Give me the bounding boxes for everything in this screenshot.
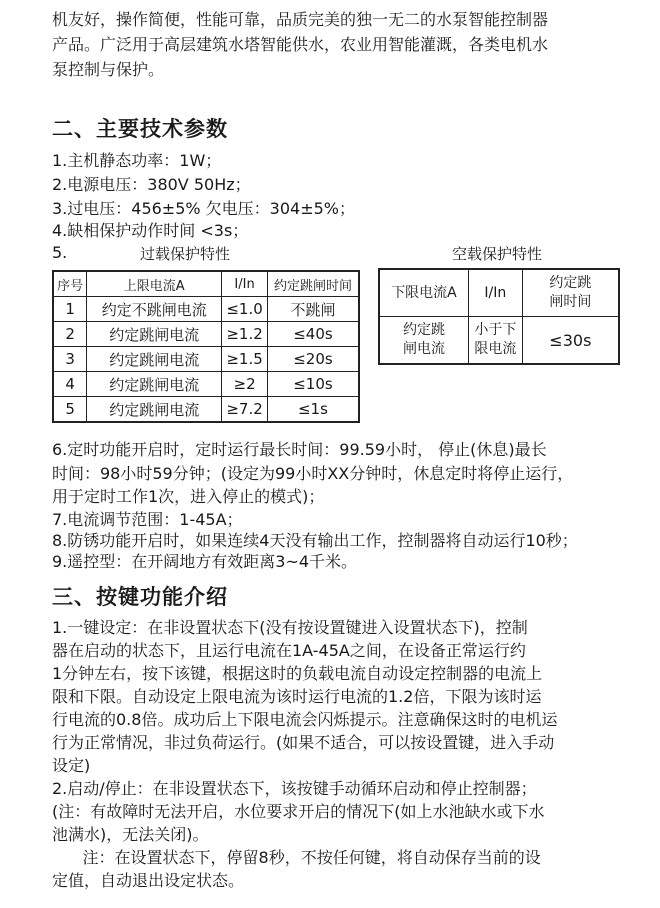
key-line-11: 注：在设置状态下，停留8秒，不按任何键，将自动保存当前的设 xyxy=(52,848,541,867)
cell-index: 4 xyxy=(53,372,87,397)
cell-current: 约定不跳闸电流 xyxy=(87,297,222,322)
noload-header-row xyxy=(379,269,619,317)
cell-current: 约定跳闸电流 xyxy=(87,397,222,423)
param-9: 9.遥控型：在开阔地方有效距离3~4千米。 xyxy=(52,552,358,571)
cell-index: 1 xyxy=(53,297,87,322)
param-6-line-3: 用于定时工作1次，进入停止的模式)； xyxy=(52,487,325,506)
table-row xyxy=(53,297,359,322)
param-4: 4.缺相保护动作时间 <3s； xyxy=(52,221,249,240)
intro-line-1: 机友好，操作简便，性能可靠，品质完美的独一无二的水泵智能控制器 xyxy=(52,10,549,29)
cell-index: 3 xyxy=(53,347,87,372)
cell-trip-time: ≤20s xyxy=(267,347,359,372)
cell-current-line-2: 闸电流 xyxy=(402,341,445,357)
cell-ratio: ≥2 xyxy=(222,372,268,397)
key-line-4: 限和下限。自动设定上限电流为该时运行电流的1.2倍，下限为该时运 xyxy=(52,687,542,706)
cell-ratio: ≤1.0 xyxy=(222,297,268,322)
key-line-12: 定值，自动退出设定状态。 xyxy=(52,871,245,890)
noload-caption: 空载保护特性 xyxy=(452,245,543,263)
overload-caption: 过载保护特性 xyxy=(140,245,231,263)
param-7: 7.电流调节范围：1-45A； xyxy=(52,510,243,529)
param-1: 1.主机静态功率：1W； xyxy=(52,151,222,170)
header-upper-current: 上限电流A xyxy=(87,271,222,297)
key-line-5: 行电流的0.8倍。成功后上下限电流会闪烁提示。注意确保这时的电机运 xyxy=(52,710,558,729)
cell-index: 5 xyxy=(53,397,87,423)
cell-trip-time: ≤10s xyxy=(267,372,359,397)
header-index: 序号 xyxy=(53,271,87,297)
table-row xyxy=(53,397,359,423)
key-line-8: 2.启动/停止：在非设置状态下，该按键手动循环启动和停止控制器； xyxy=(52,779,537,798)
header-ratio: I/In xyxy=(222,271,268,297)
overload-header-row xyxy=(53,271,359,297)
header-ratio: I/In xyxy=(468,269,522,317)
key-line-1: 1.一键设定：在非设置状态下(没有按设置键进入设置状态下)，控制 xyxy=(52,618,528,637)
cell-current-line-1: 约定跳 xyxy=(402,322,445,338)
param-2: 2.电源电压：380V 50Hz； xyxy=(52,175,251,194)
cell-trip-time: ≤30s xyxy=(522,317,619,365)
cell-trip-time: 不跳闸 xyxy=(267,297,359,322)
intro-line-2: 产品。广泛用于高层建筑水塔智能供水，农业用智能灌溉，各类电机水 xyxy=(52,35,549,54)
table-row xyxy=(53,347,359,372)
param-6-line-2: 时间：98小时59分钟；(设定为99小时XX分钟时，休息定时将停止运行， xyxy=(52,464,574,483)
cell-index: 2 xyxy=(53,322,87,347)
header-trip-time-line-1: 约定跳 xyxy=(549,275,592,291)
cell-current: 约定跳闸电流 xyxy=(87,372,222,397)
section-2-title: 二、主要技术参数 xyxy=(52,117,228,141)
key-line-7: 设定) xyxy=(52,756,91,775)
cell-ratio: ≥7.2 xyxy=(222,397,268,423)
header-trip-time xyxy=(522,269,619,317)
key-line-10: 池满水)，无法关闭)。 xyxy=(52,825,209,844)
overload-table xyxy=(52,270,360,423)
header-trip-time: 约定跳闸时间 xyxy=(267,271,359,297)
key-line-2: 器在启动的状态下，且运行电流在1A-45A之间，在设备正常运行约 xyxy=(52,641,526,660)
cell-ratio: ≥1.5 xyxy=(222,347,268,372)
table-row xyxy=(379,317,619,365)
key-line-9: (注：有故障时无法开启，水位要求开启的情况下(如上水池缺水或下水 xyxy=(52,802,545,821)
table-row xyxy=(53,322,359,347)
cell-ratio-line-2: 限电流 xyxy=(474,341,517,357)
section-3-title: 三、按键功能介绍 xyxy=(52,585,228,609)
header-lower-current: 下限电流A xyxy=(379,269,468,317)
header-trip-time-line-2: 闸时间 xyxy=(549,294,592,310)
param-6-line-1: 6.定时功能开启时，定时运行最长时间：99.59小时， 停止(休息)最长 xyxy=(52,440,547,459)
cell-ratio-line-1: 小于下 xyxy=(474,322,517,338)
param-5: 5. xyxy=(52,243,68,262)
cell-ratio xyxy=(468,317,522,365)
cell-trip-time: ≤40s xyxy=(267,322,359,347)
intro-line-3: 泵控制与保护。 xyxy=(52,60,165,79)
key-line-3: 1分钟左右，按下该键，根据这时的负载电流自动设定控制器的电流上 xyxy=(52,664,543,683)
cell-ratio: ≥1.2 xyxy=(222,322,268,347)
cell-current: 约定跳闸电流 xyxy=(87,322,222,347)
param-3: 3.过电压：456±5% 欠电压：304±5%； xyxy=(52,199,356,218)
cell-current: 约定跳闸电流 xyxy=(87,347,222,372)
cell-trip-time: ≤1s xyxy=(267,397,359,423)
key-line-6: 行为正常情况，非过负荷运行。(如果不适合，可以按设置键，进入手动 xyxy=(52,733,555,752)
param-8: 8.防锈功能开启时，如果连续4天没有输出工作，控制器将自动运行10秒； xyxy=(52,531,578,550)
table-row xyxy=(53,372,359,397)
cell-current xyxy=(379,317,468,365)
noload-table xyxy=(378,268,620,365)
